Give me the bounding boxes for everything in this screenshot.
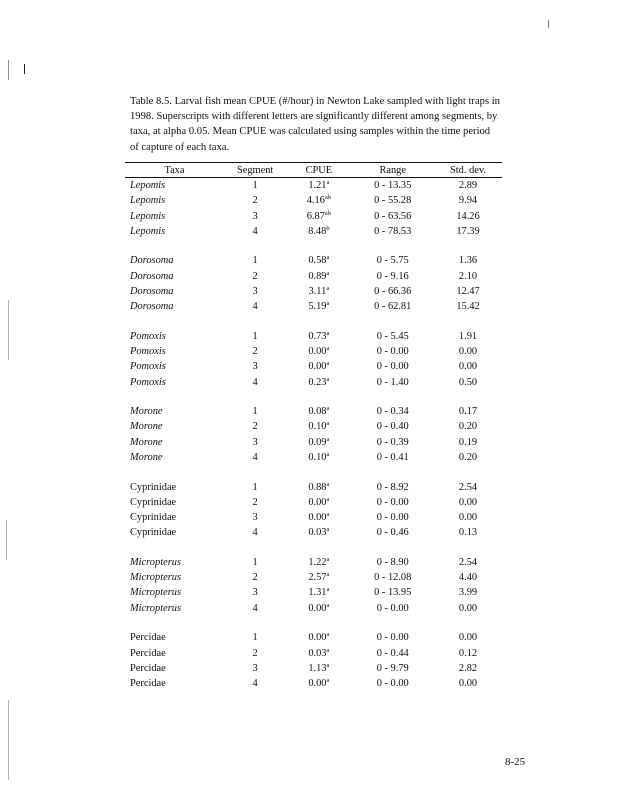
range-cell: 0 - 0.00 — [376, 602, 409, 614]
cpue-superscript: a — [326, 300, 330, 308]
segment-cell: 2 — [252, 496, 258, 508]
cpue-superscript: a — [326, 555, 330, 563]
cpue-cell — [286, 676, 351, 691]
range-cell: 0 - 0.00 — [376, 512, 409, 524]
taxa-cell: Cyprinidae — [130, 496, 177, 508]
taxa-cell: Lepomis — [130, 225, 166, 237]
taxa-cell: Pomoxis — [130, 330, 166, 342]
taxa-cell: Micropterus — [130, 572, 181, 584]
range-cell: 0 - 66.36 — [374, 285, 412, 297]
std-dev-cell: 1.36 — [458, 255, 478, 267]
table-row — [125, 510, 502, 525]
std-dev-cell: 0.00 — [458, 346, 478, 358]
taxa-cell: Percidae — [130, 647, 166, 659]
cpue-superscript: a — [326, 329, 330, 337]
cpue-superscript: a — [326, 646, 330, 654]
table-row — [125, 253, 502, 268]
table-row — [125, 419, 502, 434]
taxa-cell: Lepomis — [130, 180, 166, 191]
header-range: Range — [351, 163, 434, 178]
cpue-cell — [286, 284, 351, 299]
cpue-superscript: a — [326, 179, 330, 186]
range-cell: 0 - 9.79 — [376, 662, 409, 674]
header-taxa: Taxa — [125, 163, 224, 178]
taxa-cell: Pomoxis — [130, 376, 166, 388]
taxa-cell: Lepomis — [130, 195, 166, 207]
scan-mark — [8, 300, 9, 360]
taxa-cell: Dorosoma — [130, 285, 174, 297]
cpue-superscript: a — [326, 661, 330, 669]
range-cell: 0 - 8.92 — [376, 481, 409, 493]
table-row — [125, 299, 502, 314]
cpue-cell — [286, 510, 351, 525]
group-spacer — [125, 239, 502, 253]
range-cell: 0 - 13.95 — [374, 587, 412, 599]
segment-cell: 2 — [252, 195, 258, 207]
taxa-cell: Pomoxis — [130, 346, 166, 358]
cpue-cell — [286, 630, 351, 645]
cpue-superscript: a — [326, 631, 330, 639]
cpue-cell — [286, 661, 351, 676]
taxa-cell: Cyprinidae — [130, 512, 177, 524]
table-row — [125, 450, 502, 465]
segment-cell: 4 — [252, 376, 258, 388]
scan-mark — [24, 64, 25, 74]
std-dev-cell: 2.54 — [458, 556, 478, 568]
segment-cell: 1 — [252, 330, 258, 342]
cpue-value: 1.21 — [308, 180, 327, 191]
taxa-cell: Dorosoma — [130, 270, 174, 282]
cpue-value: 0.09 — [308, 436, 327, 448]
std-dev-cell: 2.89 — [458, 180, 478, 191]
range-cell: 0 - 5.45 — [376, 330, 409, 342]
range-cell: 0 - 0.39 — [376, 436, 409, 448]
cpue-superscript: a — [326, 284, 330, 292]
cpue-value: 0.10 — [308, 421, 327, 433]
taxa-cell: Micropterus — [130, 587, 181, 599]
segment-cell: 3 — [252, 587, 258, 599]
std-dev-cell: 2.54 — [458, 481, 478, 493]
segment-cell: 1 — [252, 481, 258, 493]
segment-cell: 1 — [252, 180, 258, 191]
group-spacer — [125, 315, 502, 329]
table-row — [125, 661, 502, 676]
range-cell: 0 - 55.28 — [374, 195, 412, 207]
cpue-cell — [286, 435, 351, 450]
header-cpue: CPUE — [286, 163, 351, 178]
cpue-superscript: a — [326, 511, 330, 519]
range-cell: 0 - 9.16 — [376, 270, 409, 282]
group-spacer — [125, 465, 502, 479]
std-dev-cell: 0.13 — [458, 527, 478, 539]
table-row — [125, 570, 502, 585]
scan-mark — [548, 20, 549, 28]
table-row — [125, 646, 502, 661]
cpue-cell — [286, 525, 351, 540]
std-dev-cell: 2.82 — [458, 662, 478, 674]
cpue-value: 0.73 — [308, 330, 327, 342]
cpue-superscript: a — [326, 526, 330, 534]
cpue-cell — [286, 224, 351, 239]
segment-cell: 3 — [252, 285, 258, 297]
segment-cell: 3 — [252, 662, 258, 674]
cpue-superscript: a — [326, 480, 330, 488]
cpue-value: 0.89 — [308, 270, 327, 282]
group-spacer — [125, 616, 502, 630]
cpue-superscript: a — [326, 495, 330, 503]
range-cell: 0 - 0.34 — [376, 406, 409, 418]
cpue-cell — [286, 419, 351, 434]
table-row — [125, 178, 502, 194]
segment-cell: 4 — [252, 225, 258, 237]
std-dev-cell: 0.50 — [458, 376, 478, 388]
cpue-value: 0.00 — [308, 346, 327, 358]
table-row — [125, 284, 502, 299]
cpue-value: 8.48 — [308, 225, 327, 237]
std-dev-cell: 12.47 — [456, 285, 480, 297]
table-body — [125, 178, 502, 692]
cpue-cell — [286, 178, 351, 194]
cpue-value: 0.00 — [308, 678, 327, 690]
cpue-value: 0.00 — [308, 632, 327, 644]
segment-cell: 1 — [252, 255, 258, 267]
cpue-cell — [286, 193, 351, 208]
cpue-value: 1.13 — [308, 662, 327, 674]
cpue-value: 2.57 — [308, 572, 327, 584]
cpue-cell — [286, 570, 351, 585]
std-dev-cell: 9.94 — [458, 195, 478, 207]
cpue-cell — [286, 375, 351, 390]
cpue-value: 0.08 — [308, 406, 327, 418]
range-cell: 0 - 62.81 — [374, 301, 412, 313]
taxa-cell: Morone — [130, 452, 163, 464]
cpue-superscript: a — [326, 571, 330, 579]
cpue-cell — [286, 269, 351, 284]
range-cell: 0 - 78.53 — [374, 225, 412, 237]
group-spacer — [125, 390, 502, 404]
segment-cell: 1 — [252, 632, 258, 644]
segment-cell: 3 — [252, 210, 258, 222]
taxa-cell: Morone — [130, 406, 163, 418]
std-dev-cell: 0.00 — [458, 361, 478, 373]
cpue-value: 0.03 — [308, 647, 327, 659]
range-cell: 0 - 0.00 — [376, 678, 409, 690]
scan-mark — [8, 60, 9, 80]
cpue-cell — [286, 646, 351, 661]
cpue-superscript: a — [326, 451, 330, 459]
std-dev-cell: 14.26 — [456, 210, 480, 222]
range-cell: 0 - 13.35 — [374, 180, 412, 191]
std-dev-cell: 0.00 — [458, 496, 478, 508]
segment-cell: 1 — [252, 556, 258, 568]
std-dev-cell: 0.00 — [458, 678, 478, 690]
std-dev-cell: 0.12 — [458, 647, 478, 659]
cpue-value: 0.03 — [308, 527, 327, 539]
range-cell: 0 - 8.90 — [376, 556, 409, 568]
taxa-cell: Morone — [130, 421, 163, 433]
range-cell: 0 - 5.75 — [376, 255, 409, 267]
std-dev-cell: 0.20 — [458, 452, 478, 464]
cpue-value: 0.58 — [308, 255, 327, 267]
table-row — [125, 495, 502, 510]
cpue-superscript: a — [326, 601, 330, 609]
cpue-cell — [286, 480, 351, 495]
taxa-cell: Cyprinidae — [130, 527, 177, 539]
taxa-cell: Micropterus — [130, 602, 181, 614]
range-cell: 0 - 12.08 — [374, 572, 412, 584]
range-cell: 0 - 0.40 — [376, 421, 409, 433]
std-dev-cell: 0.20 — [458, 421, 478, 433]
table-row — [125, 193, 502, 208]
range-cell: 0 - 1.40 — [376, 376, 409, 388]
table-row — [125, 404, 502, 419]
range-cell: 0 - 0.00 — [376, 496, 409, 508]
cpue-value: 0.00 — [308, 512, 327, 524]
cpue-cell — [286, 329, 351, 344]
cpue-cell — [286, 253, 351, 268]
cpue-cell — [286, 359, 351, 374]
table-row — [125, 601, 502, 616]
cpue-cell — [286, 450, 351, 465]
std-dev-cell: 3.99 — [458, 587, 478, 599]
std-dev-cell: 0.17 — [458, 406, 478, 418]
segment-cell: 2 — [252, 421, 258, 433]
std-dev-cell: 0.00 — [458, 602, 478, 614]
cpue-cell — [286, 495, 351, 510]
table-row — [125, 435, 502, 450]
std-dev-cell: 4.40 — [458, 572, 478, 584]
table-row — [125, 209, 502, 224]
cpue-superscript: a — [326, 435, 330, 443]
segment-cell: 3 — [252, 512, 258, 524]
cpue-superscript: a — [326, 345, 330, 353]
cpue-superscript: a — [326, 420, 330, 428]
header-std-dev: Std. dev. — [434, 163, 502, 178]
taxa-cell: Percidae — [130, 678, 166, 690]
std-dev-cell: 0.00 — [458, 512, 478, 524]
taxa-cell: Percidae — [130, 632, 166, 644]
table-row — [125, 585, 502, 600]
page-number: 8-25 — [505, 756, 526, 768]
taxa-cell: Cyprinidae — [130, 481, 177, 493]
taxa-cell: Dorosoma — [130, 255, 174, 267]
segment-cell: 4 — [252, 452, 258, 464]
std-dev-cell: 2.10 — [458, 270, 478, 282]
std-dev-cell: 15.42 — [456, 301, 480, 313]
segment-cell: 3 — [252, 361, 258, 373]
larval-fish-cpue-table — [125, 162, 502, 691]
cpue-cell — [286, 601, 351, 616]
table-row — [125, 269, 502, 284]
cpue-value: 5.19 — [308, 301, 327, 313]
cpue-superscript: b — [326, 224, 330, 232]
table-row — [125, 224, 502, 239]
range-cell: 0 - 0.41 — [376, 452, 409, 464]
table-header-row — [125, 163, 502, 178]
segment-cell: 4 — [252, 602, 258, 614]
header-segment: Segment — [224, 163, 286, 178]
cpue-superscript: a — [326, 586, 330, 594]
std-dev-cell: 1.91 — [458, 330, 478, 342]
taxa-cell: Percidae — [130, 662, 166, 674]
scan-mark — [6, 520, 7, 560]
table-row — [125, 359, 502, 374]
cpue-cell — [286, 299, 351, 314]
std-dev-cell: 17.39 — [456, 225, 480, 237]
cpue-cell — [286, 209, 351, 224]
std-dev-cell: 0.19 — [458, 436, 478, 448]
segment-cell: 3 — [252, 436, 258, 448]
range-cell: 0 - 0.44 — [376, 647, 409, 659]
cpue-value: 1.31 — [308, 587, 327, 599]
group-spacer — [125, 541, 502, 555]
cpue-superscript: a — [326, 254, 330, 262]
cpue-cell — [286, 344, 351, 359]
cpue-value: 0.00 — [308, 496, 327, 508]
scan-mark — [8, 700, 9, 780]
segment-cell: 2 — [252, 346, 258, 358]
segment-cell: 2 — [252, 270, 258, 282]
table-row — [125, 344, 502, 359]
cpue-superscript: a — [326, 375, 330, 383]
table-row — [125, 480, 502, 495]
cpue-value: 0.23 — [308, 376, 327, 388]
cpue-value: 0.00 — [308, 361, 327, 373]
taxa-cell: Pomoxis — [130, 361, 166, 373]
taxa-cell: Micropterus — [130, 556, 181, 568]
cpue-value: 6.87 — [306, 210, 325, 222]
cpue-value: 0.00 — [308, 602, 327, 614]
table-row — [125, 555, 502, 570]
cpue-superscript: a — [326, 677, 330, 685]
taxa-cell: Lepomis — [130, 210, 166, 222]
cpue-superscript: ab — [324, 209, 332, 217]
segment-cell: 1 — [252, 406, 258, 418]
range-cell: 0 - 0.00 — [376, 346, 409, 358]
table-caption: Table 8.5. Larval fish mean CPUE (#/hour) in Newton Lake sampled with light traps in 1998. Superscripts with different letters are significantly different among segments, by taxa, at alpha 0.05. Mean CPUE was calculated using samples within the time period of capture of each taxa. — [130, 96, 500, 153]
std-dev-cell: 0.00 — [458, 632, 478, 644]
cpue-value: 3.11 — [308, 285, 327, 297]
table-row — [125, 525, 502, 540]
cpue-value: 4.16 — [306, 195, 325, 207]
segment-cell: 4 — [252, 301, 258, 313]
segment-cell: 4 — [252, 527, 258, 539]
range-cell: 0 - 0.46 — [376, 527, 409, 539]
range-cell: 0 - 63.56 — [374, 210, 412, 222]
taxa-cell: Dorosoma — [130, 301, 174, 313]
cpue-value: 1.22 — [308, 556, 327, 568]
cpue-superscript: a — [326, 360, 330, 368]
table-row — [125, 676, 502, 691]
cpue-superscript: a — [326, 269, 330, 277]
taxa-cell: Morone — [130, 436, 163, 448]
segment-cell: 2 — [252, 572, 258, 584]
segment-cell: 4 — [252, 678, 258, 690]
range-cell: 0 - 0.00 — [376, 632, 409, 644]
segment-cell: 2 — [252, 647, 258, 659]
table-row — [125, 630, 502, 645]
table-row — [125, 329, 502, 344]
range-cell: 0 - 0.00 — [376, 361, 409, 373]
cpue-superscript: a — [326, 405, 330, 413]
cpue-cell — [286, 585, 351, 600]
cpue-value: 0.88 — [308, 481, 327, 493]
cpue-cell — [286, 555, 351, 570]
cpue-superscript: ab — [324, 194, 332, 202]
cpue-cell — [286, 404, 351, 419]
table-row — [125, 375, 502, 390]
cpue-value: 0.10 — [308, 452, 327, 464]
